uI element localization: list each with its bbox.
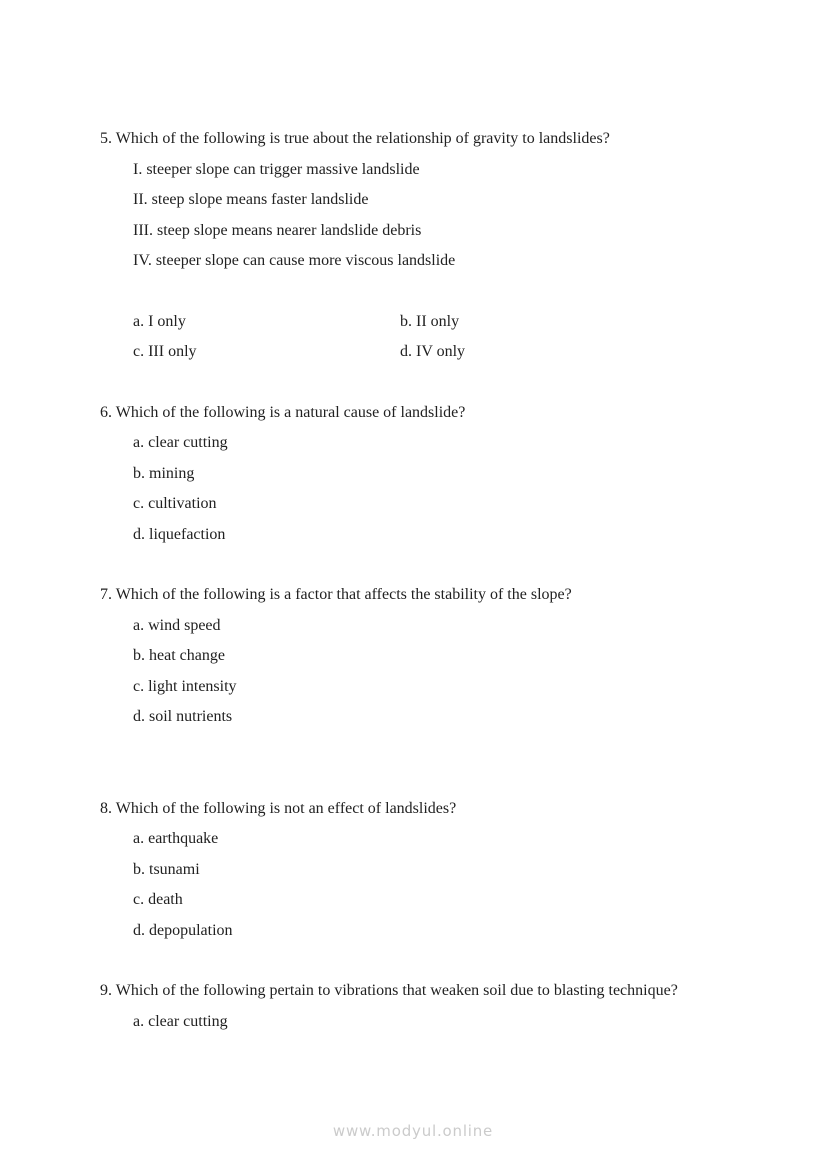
question-8-option-d: d. depopulation — [133, 921, 233, 939]
question-5-text: 5. Which of the following is true about the relationship of gravity to landslides? — [100, 130, 610, 147]
question-8-option-c: c. death — [133, 891, 183, 908]
question-7-text: 7. Which of the following is a factor that affects the stability of the slope? — [100, 586, 572, 603]
question-5-option-d: d. IV only — [400, 343, 466, 360]
question-9-text: 9. Which of the following pertain to vibrations that weaken soil due to blasting technique? — [100, 982, 678, 999]
question-5-statement-3: III. steep slope means nearer landslide debris — [133, 221, 422, 239]
question-7-option-c: c. light intensity — [133, 677, 237, 695]
question-5-statement-4: IV. steeper slope can cause more viscous landslide — [133, 252, 456, 269]
question-8-option-b: b. tsunami — [133, 860, 200, 878]
watermark-url: www.modyul.online — [332, 1122, 494, 1140]
question-6-option-b: b. mining — [133, 464, 195, 482]
question-5-option-a: a. I only — [133, 312, 186, 330]
question-5-options-grid — [133, 312, 700, 362]
question-5-option-b: b. II only — [400, 312, 460, 330]
question-block-5 — [100, 129, 700, 362]
question-5-option-c: c. III only — [133, 343, 197, 360]
question-block-7 — [100, 585, 700, 727]
question-block-9 — [100, 981, 700, 1031]
question-6-option-c: c. cultivation — [133, 495, 217, 512]
question-6-option-d: d. liquefaction — [133, 525, 226, 543]
question-6-text: 6. Which of the following is a natural cause of landslide? — [100, 403, 466, 421]
question-7-option-b: b. heat change — [133, 647, 225, 664]
question-8-option-a: a. earthquake — [133, 830, 219, 847]
question-9-option-a: a. clear cutting — [133, 1012, 228, 1030]
question-block-8 — [100, 799, 700, 941]
question-8-text: 8. Which of the following is not an effect of landslides? — [100, 799, 457, 817]
question-6-option-a: a. clear cutting — [133, 434, 228, 451]
question-7-option-a: a. wind speed — [133, 616, 221, 634]
question-5-statement-2: II. steep slope means faster landslide — [133, 191, 369, 208]
question-block-6 — [100, 403, 700, 545]
question-5-statement-1: I. steeper slope can trigger massive landslide — [133, 160, 420, 178]
question-7-option-d: d. soil nutrients — [133, 708, 233, 725]
